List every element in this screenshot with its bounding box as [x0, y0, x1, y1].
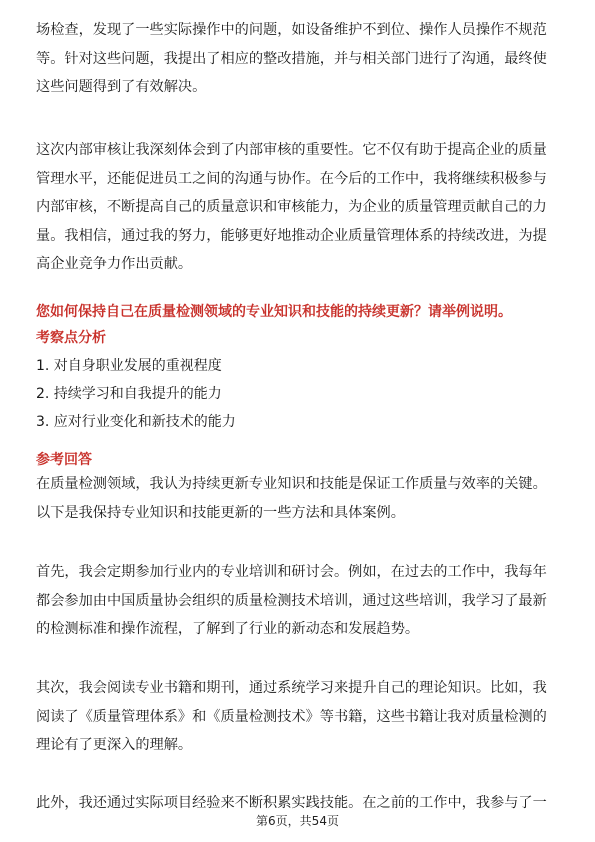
analysis-item: 3. 应对行业变化和新技术的能力 — [36, 414, 236, 430]
page-number-footer: 第6页，共54页 — [256, 814, 339, 828]
paragraph-audit-reflection — [36, 136, 560, 279]
text-line: 高企业竞争力作出贡献。 — [36, 256, 193, 272]
text-line: 的检测标准和操作流程，了解到了行业的新动态和发展趋势。 — [36, 621, 420, 637]
text-line: 阅读了《质量管理体系》和《质量检测技术》等书籍，这些书籍让我对质量检测的 — [36, 708, 547, 725]
text-line: 内部审核，不断提高自己的质量意识和审核能力，为企业的质量管理贡献自己的力 — [36, 199, 547, 215]
text-line: 量。我相信，通过我的努力，能够更好地推动企业质量管理体系的持续改进，为提 — [36, 227, 547, 244]
text-line: 等。针对这些问题，我提出了相应的整改措施，并与相关部门进行了沟通，最终使 — [36, 50, 547, 67]
text-line: 理论有了更深入的理解。 — [36, 737, 193, 753]
text-line: 场检查，发现了一些实际操作中的问题，如设备维护不到位、操作人员操作不规范 — [36, 22, 547, 38]
paragraph-training — [36, 558, 560, 644]
answer-label: 参考回答 — [36, 452, 92, 468]
text-line: 以下是我保持专业知识和技能更新的一些方法和具体案例。 — [36, 504, 405, 521]
text-line: 此外，我还通过实际项目经验来不断积累实践技能。在之前的工作中，我参与了一 — [36, 795, 547, 811]
text-line: 首先，我会定期参加行业内的专业培训和研讨会。例如，在过去的工作中，我每年 — [36, 564, 547, 580]
text-line: 其次，我会阅读专业书籍和期刊，通过系统学习来提升自己的理论知识。比如，我 — [36, 680, 547, 696]
paragraph-reading — [36, 674, 560, 760]
text-line: 在质量检测领域，我认为持续更新专业知识和技能是保证工作质量与效率的关键。 — [36, 476, 547, 492]
paragraph-audit-findings — [36, 16, 560, 102]
analysis-label: 考察点分析 — [36, 330, 106, 346]
text-line: 都会参加由中国质量协会组织的质量检测技术培训，通过这些培训，我学习了最新 — [36, 592, 547, 609]
analysis-item: 1. 对自身职业发展的重视程度 — [36, 358, 222, 374]
question-heading: 您如何保持自己在质量检测领域的专业知识和技能的持续更新？请举例说明。 — [36, 304, 512, 320]
text-line: 这些问题得到了有效解决。 — [36, 79, 207, 95]
paragraph-answer-intro — [36, 470, 560, 527]
text-line: 这次内部审核让我深刻体会到了内部审核的重要性。它不仅有助于提高企业的质量 — [36, 142, 547, 158]
analysis-item: 2. 持续学习和自我提升的能力 — [36, 386, 222, 402]
text-line: 管理水平，还能促进员工之间的沟通与协作。在今后的工作中，我将继续积极参与 — [36, 170, 547, 187]
